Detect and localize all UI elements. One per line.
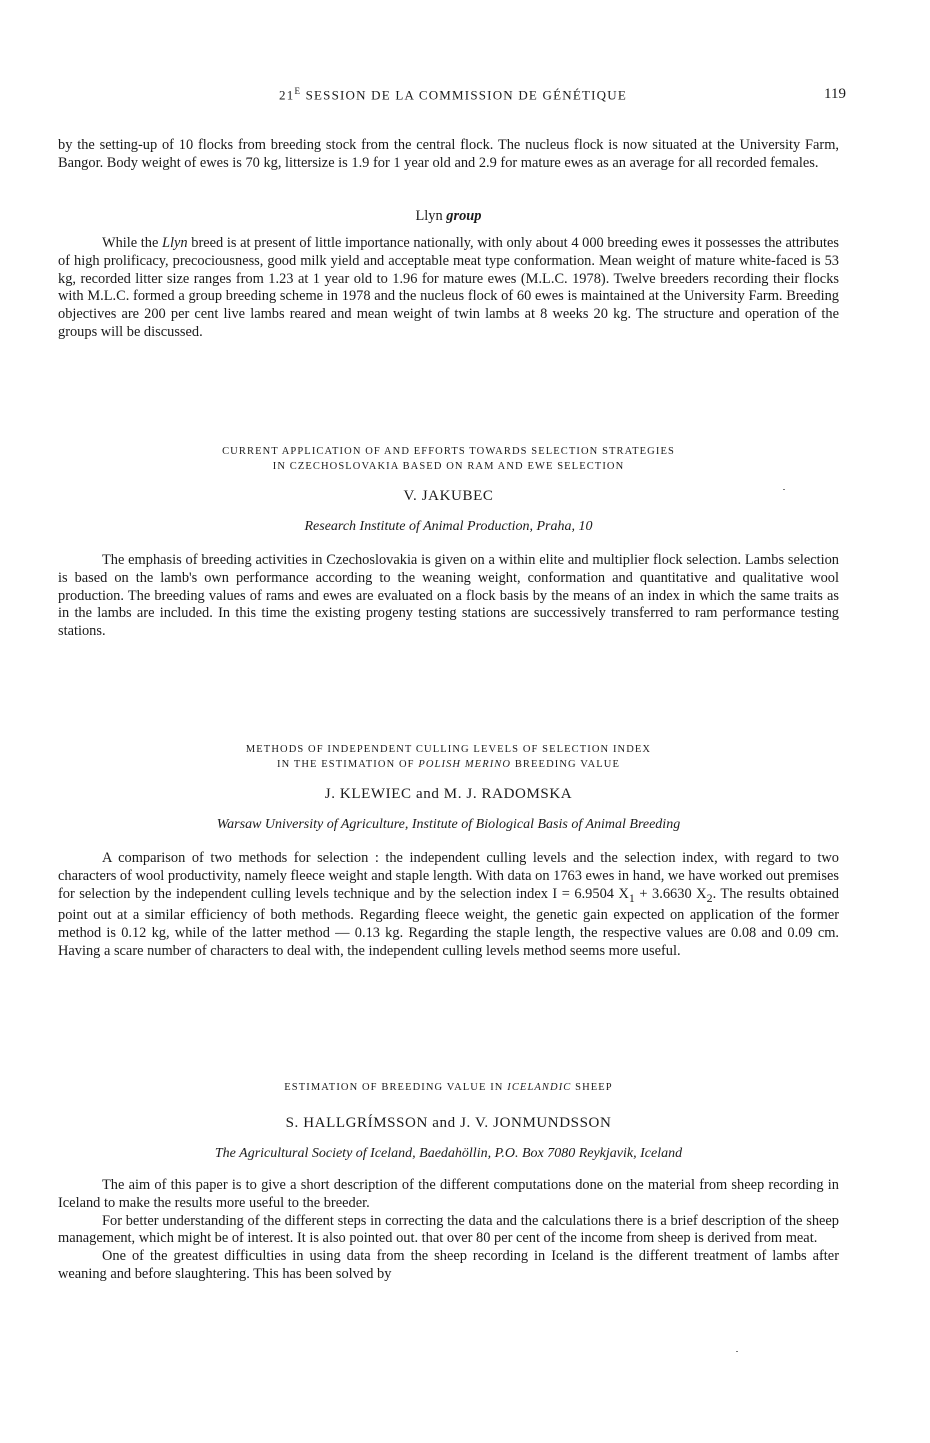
article2-abstract-part1: A comparison of two methods for selection : the independent culling levels and the selection index, with regard to two characters of wool productivity, namely fleece weight and staple length. With data on 1763 ewes in hand, we have worked out premises for selection by the independent culling levels technique and by the selection index I = 6.9504 X (58, 850, 839, 902)
article2-subscript-2: 2 (706, 890, 713, 905)
running-head (58, 86, 846, 110)
intro-paragraph: by the setting-up of 10 flocks from breeding stock from the central flock. The nucleus flock is now situated at the University Farm, Bangor. Body weight of ewes is 70 kg, littersize is 1.9 for 1 year old and 2.9 for mature ewes as an average for all recorded females. (58, 137, 839, 171)
llyn-heading-italic: group (446, 208, 482, 224)
article3-title-italic: ICELANDIC (507, 1082, 572, 1093)
stray-mark (736, 1351, 738, 1352)
article2-abstract (58, 850, 839, 961)
llyn-para-start: While the (102, 235, 159, 251)
stray-mark (783, 489, 785, 490)
article3-authors: S. HALLGRÍMSSON and J. V. JONMUNDSSON (285, 1115, 612, 1131)
llyn-para-rest: breed is at present of little importance nationally, with only about 4 000 breeding ewes it possesses the attributes of high prolificacy, precociousness, good milk yield and acceptable meat type conformation. Mean weight of mature white-faced is 53 kg, recorded litter size ranges from 1.23 at 1 year old to 1.96 for mature ewes (M.L.C. 1978). Twelve breeders recording their flocks with M.L.C. formed a group breeding scheme in 1978 and the nucleus flock of 60 ewes is maintained at the University Farm. Breeding objectives are 200 per cent live lambs reared and mean weight of twin lambs at 8 weeks 20 kg. The structure and operation of the groups will be discussed. (58, 235, 840, 340)
page-number: 119 (824, 86, 846, 102)
article-klewiec-radomska (58, 742, 839, 961)
running-title-number: 21 (279, 87, 295, 103)
article2-affiliation: Warsaw University of Agriculture, Institute of Biological Basis of Animal Breeding (216, 817, 681, 832)
article3-title (58, 1080, 839, 1095)
article1-affiliation: Research Institute of Animal Production, Praha, 10 (304, 519, 593, 534)
article2-title-line2 (58, 757, 839, 772)
article2-abstract-part3: . The results obtained point out at a similar efficiency of both methods. Regarding fleece weight, the genetic gain expected on application of the former method is 0.12 kg, while of the latter method — 0.13 kg. Regarding the staple length, the respective values are 0.08 and 0.09 cm. Having a scare number of characters to deal with, the independent culling levels method seems more useful. (58, 885, 839, 959)
running-title (58, 86, 848, 103)
llyn-para-italic: Llyn (162, 235, 188, 251)
article1-title-line1: CURRENT APPLICATION OF AND EFFORTS TOWARDS SELECTION STRATEGIES (222, 446, 675, 457)
article2-title-line2-italic: POLISH MERINO (418, 759, 512, 770)
article2-authors: J. KLEWIEC and M. J. RADOMSKA (324, 786, 573, 802)
running-title-superscript: E (294, 86, 302, 96)
article2-subscript-1: 1 (628, 890, 635, 905)
article1-title (58, 444, 839, 474)
article-jakubec (58, 444, 839, 641)
intro-section (58, 137, 839, 173)
article-hallgrimsson-jonmundsson (58, 1080, 839, 1284)
article3-affiliation: The Agricultural Society of Iceland, Baedahöllin, P.O. Box 7080 Reykjavik, Iceland (214, 1146, 683, 1161)
article3-paragraph-3: One of the greatest difficulties in using data from the sheep recording in Iceland is the different treatment of lambs after weaning and before slaughtering. This has been solved by (58, 1248, 839, 1282)
llyn-section (58, 208, 839, 342)
article3-paragraph-1: The aim of this paper is to give a short description of the different computations done on the material from sheep recording in Iceland to make the results more useful to the breeder. (58, 1177, 839, 1211)
article2-abstract-part2: + 3.6630 X (634, 885, 707, 902)
llyn-heading-plain: Llyn (415, 208, 443, 224)
article1-authors: V. JAKUBEC (403, 488, 494, 504)
article3-paragraph-2: For better understanding of the different steps in correcting the data and the calculations there is a brief description of the sheep management, which might be of interest. It is also pointed out. that over 80 per cent of the income from sheep is derived from meat. (58, 1212, 839, 1247)
article1-title-line2: IN CZECHOSLOVAKIA BASED ON RAM AND EWE SELECTION (272, 461, 625, 472)
article3-title-end: SHEEP (575, 1082, 613, 1093)
article1-abstract: The emphasis of breeding activities in Czechoslovakia is given on a within elite and multiplier flock selection. Lambs selection is based on the lamb's own performance according to the weaning weight, conformation and quantitative and qualitative wool production. The breeding values of rams and ewes are evaluated on a flock basis by the means of an index in which the same traits as in the lambs are included. In this time the existing progeny testing stations are successively transferred to ram performance testing stations. (58, 552, 839, 640)
article3-title-start: ESTIMATION OF BREEDING VALUE IN (284, 1082, 504, 1093)
article2-title (58, 742, 839, 772)
llyn-paragraph (58, 235, 839, 342)
article2-title-line2-end: BREEDING VALUE (514, 759, 620, 770)
article2-title-line2-start: IN THE ESTIMATION OF (277, 759, 415, 770)
article2-title-line1: METHODS OF INDEPENDENT CULLING LEVELS OF SELECTION INDEX (245, 744, 652, 755)
running-title-text: SESSION DE LA COMMISSION DE GÉNÉTIQUE (301, 87, 627, 103)
llyn-heading (58, 208, 839, 225)
